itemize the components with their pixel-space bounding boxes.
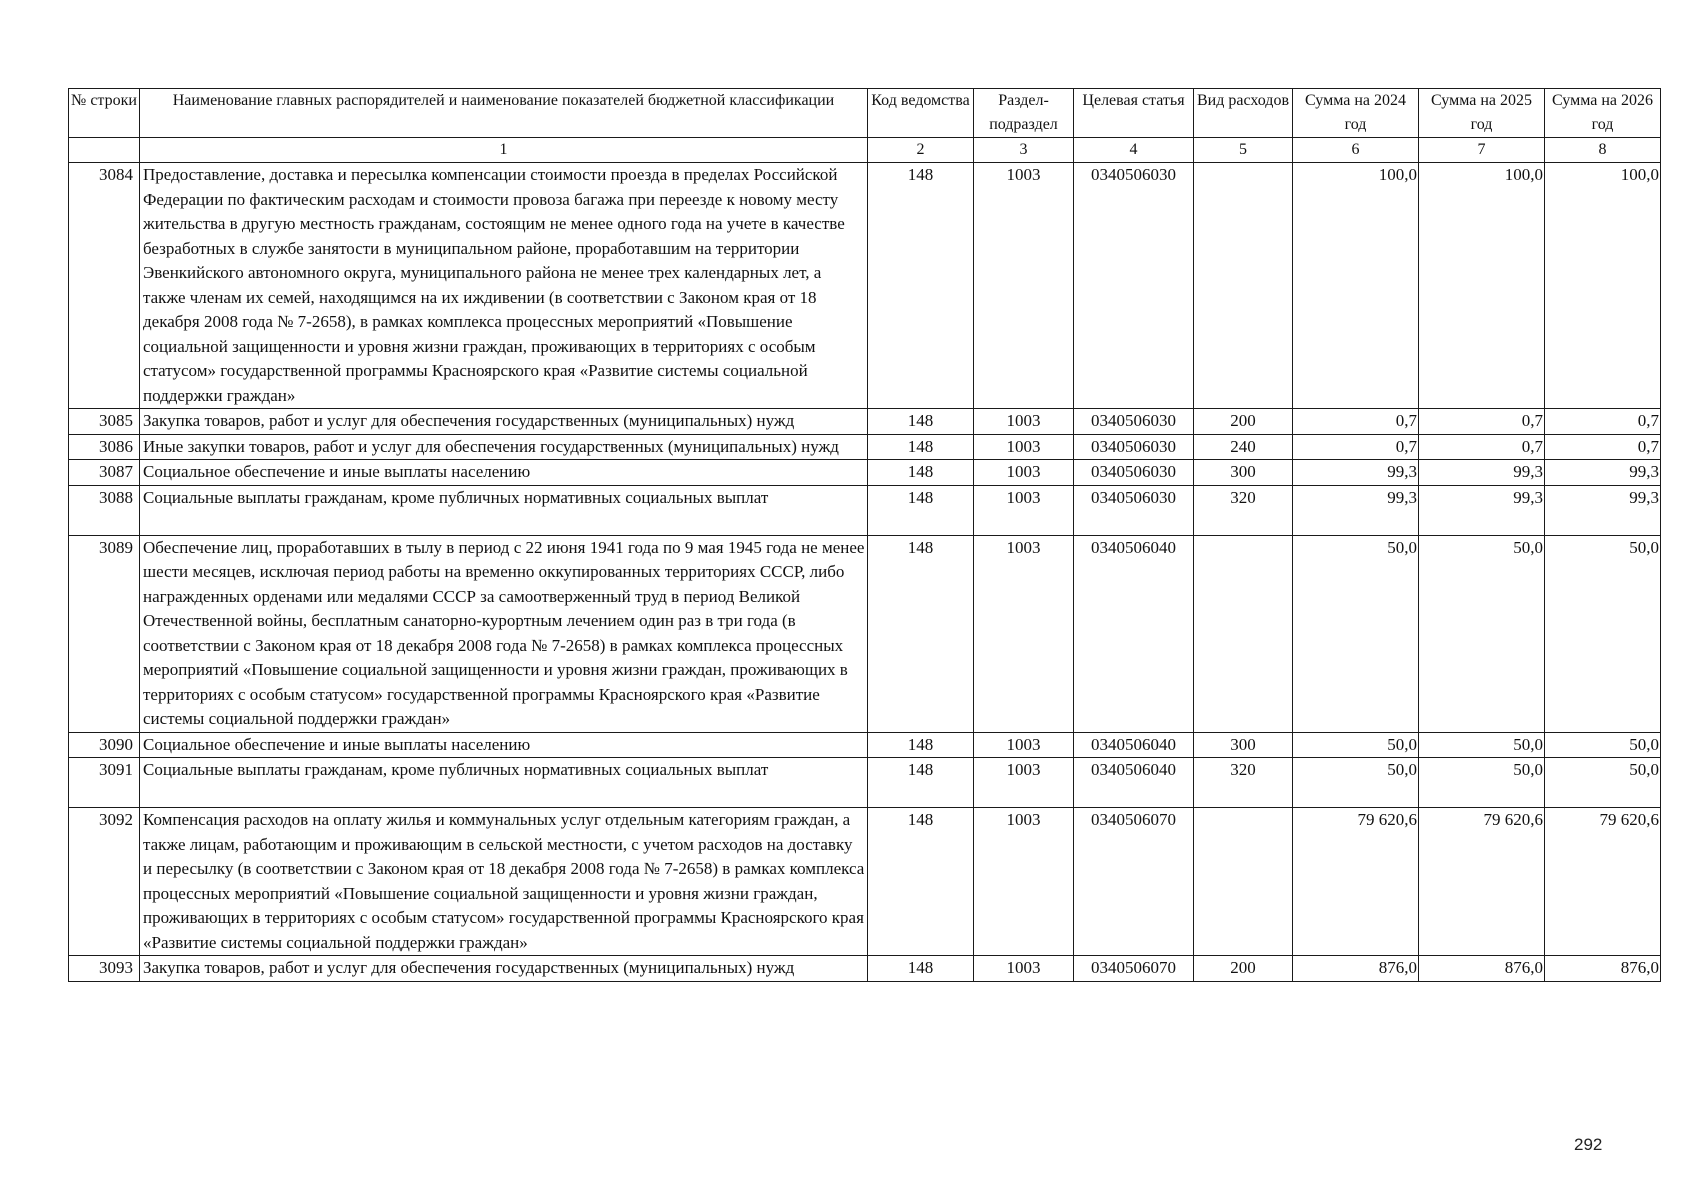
sum-2026: 876,0	[1545, 956, 1661, 982]
budget-table	[68, 88, 1661, 982]
department-code: 148	[868, 808, 974, 956]
section-code: 1003	[974, 732, 1074, 758]
header-expense-type: Вид расходов	[1194, 89, 1293, 138]
department-code: 148	[868, 485, 974, 535]
target-article: 0340506040	[1074, 732, 1194, 758]
page-number: 292	[1574, 1135, 1603, 1154]
table-header	[69, 89, 1661, 163]
sum-2025: 50,0	[1419, 535, 1545, 732]
table-body	[69, 163, 1661, 982]
row-number: 3090	[69, 732, 140, 758]
sum-2024: 0,7	[1293, 434, 1419, 460]
target-article: 0340506070	[1074, 808, 1194, 956]
row-number: 3092	[69, 808, 140, 956]
column-number: 3	[974, 138, 1074, 163]
expense-type: 320	[1194, 758, 1293, 808]
section-code: 1003	[974, 434, 1074, 460]
column-number: 8	[1545, 138, 1661, 163]
sum-2026: 79 620,6	[1545, 808, 1661, 956]
sum-2026: 50,0	[1545, 758, 1661, 808]
header-sum-2025: Сумма на 2025 год	[1419, 89, 1545, 138]
expense-type: 200	[1194, 956, 1293, 982]
column-number	[69, 138, 140, 163]
row-number: 3086	[69, 434, 140, 460]
sum-2024: 99,3	[1293, 485, 1419, 535]
row-name: Социальные выплаты гражданам, кроме публичных нормативных социальных выплат	[140, 485, 868, 535]
sum-2026: 0,7	[1545, 409, 1661, 435]
sum-2026: 99,3	[1545, 460, 1661, 486]
sum-2025: 876,0	[1419, 956, 1545, 982]
sum-2026: 0,7	[1545, 434, 1661, 460]
row-number: 3093	[69, 956, 140, 982]
row-name: Закупка товаров, работ и услуг для обеспечения государственных (муниципальных) нужд	[140, 409, 868, 435]
table-row	[69, 758, 1661, 808]
row-number: 3087	[69, 460, 140, 486]
header-department-code: Код ведомства	[868, 89, 974, 138]
expense-type	[1194, 808, 1293, 956]
expense-type	[1194, 163, 1293, 409]
table-row	[69, 409, 1661, 435]
row-number: 3085	[69, 409, 140, 435]
sum-2026: 100,0	[1545, 163, 1661, 409]
row-name: Социальное обеспечение и иные выплаты населению	[140, 460, 868, 486]
header-section: Раздел-подраздел	[974, 89, 1074, 138]
section-code: 1003	[974, 460, 1074, 486]
section-code: 1003	[974, 409, 1074, 435]
sum-2025: 99,3	[1419, 460, 1545, 486]
row-name: Социальное обеспечение и иные выплаты населению	[140, 732, 868, 758]
sum-2024: 50,0	[1293, 732, 1419, 758]
target-article: 0340506030	[1074, 409, 1194, 435]
table-row	[69, 163, 1661, 409]
table-row	[69, 485, 1661, 535]
expense-type	[1194, 535, 1293, 732]
sum-2024: 99,3	[1293, 460, 1419, 486]
column-number: 2	[868, 138, 974, 163]
column-number: 6	[1293, 138, 1419, 163]
column-number-row	[69, 138, 1661, 163]
section-code: 1003	[974, 163, 1074, 409]
sum-2025: 0,7	[1419, 434, 1545, 460]
table-row	[69, 434, 1661, 460]
header-name: Наименование главных распорядителей и наименование показателей бюджетной классификации	[140, 89, 868, 138]
target-article: 0340506030	[1074, 460, 1194, 486]
row-name: Предоставление, доставка и пересылка компенсации стоимости проезда в пределах Российской Федерации по фактическим расходам и стоимости провоза багажа при переезде к новому месту жительства в другую местность гражданам, состоящим не менее одного года на учете в качестве безработных в службе занятости в муниципальном районе, проработавшим на территории Эвенкийского автономного округа, муниципального района не менее трех календарных лет, а также членам их семей, находящимся на их иждивении (в соответствии с Законом края от 18 декабря 2008 года № 7-2658), в рамках комплекса процессных мероприятий «Повышение социальной защищенности и уровня жизни граждан, проживающих в территориях с особым статусом» государственной программы Красноярского края «Развитие системы социальной поддержки граждан»	[140, 163, 868, 409]
table-row	[69, 956, 1661, 982]
expense-type: 300	[1194, 460, 1293, 486]
department-code: 148	[868, 434, 974, 460]
row-number: 3091	[69, 758, 140, 808]
section-code: 1003	[974, 956, 1074, 982]
department-code: 148	[868, 409, 974, 435]
sum-2025: 0,7	[1419, 409, 1545, 435]
column-number: 1	[140, 138, 868, 163]
target-article: 0340506040	[1074, 535, 1194, 732]
department-code: 148	[868, 956, 974, 982]
sum-2026: 99,3	[1545, 485, 1661, 535]
department-code: 148	[868, 732, 974, 758]
sum-2026: 50,0	[1545, 732, 1661, 758]
sum-2025: 79 620,6	[1419, 808, 1545, 956]
row-number: 3084	[69, 163, 140, 409]
header-row	[69, 89, 1661, 138]
expense-type: 200	[1194, 409, 1293, 435]
row-number: 3089	[69, 535, 140, 732]
expense-type: 240	[1194, 434, 1293, 460]
expense-type: 300	[1194, 732, 1293, 758]
table-row	[69, 732, 1661, 758]
table-row	[69, 460, 1661, 486]
expense-type: 320	[1194, 485, 1293, 535]
sum-2025: 50,0	[1419, 758, 1545, 808]
sum-2025: 100,0	[1419, 163, 1545, 409]
sum-2024: 876,0	[1293, 956, 1419, 982]
target-article: 0340506030	[1074, 434, 1194, 460]
department-code: 148	[868, 535, 974, 732]
section-code: 1003	[974, 535, 1074, 732]
sum-2024: 100,0	[1293, 163, 1419, 409]
header-sum-2024: Сумма на 2024 год	[1293, 89, 1419, 138]
header-target-article: Целевая статья	[1074, 89, 1194, 138]
sum-2025: 99,3	[1419, 485, 1545, 535]
target-article: 0340506040	[1074, 758, 1194, 808]
table-row	[69, 535, 1661, 732]
target-article: 0340506030	[1074, 485, 1194, 535]
table-row	[69, 808, 1661, 956]
header-sum-2026: Сумма на 2026 год	[1545, 89, 1661, 138]
column-number: 4	[1074, 138, 1194, 163]
row-name: Обеспечение лиц, проработавших в тылу в период с 22 июня 1941 года по 9 мая 1945 года не менее шести месяцев, исключая период работы на временно оккупированных территориях СССР, либо награжденных орденами или медалями СССР за самоотверженный труд в период Великой Отечественной войны, бесплатным санаторно-курортным лечением один раз в три года (в соответствии с Законом края от 18 декабря 2008 года № 7-2658) в рамках комплекса процессных мероприятий «Повышение социальной защищенности и уровня жизни граждан, проживающих в территориях с особым статусом» государственной программы Красноярского края «Развитие системы социальной поддержки граждан»	[140, 535, 868, 732]
row-name: Компенсация расходов на оплату жилья и коммунальных услуг отдельным категориям граждан, а также лицам, работающим и проживающим в сельской местности, с учетом расходов на доставку и пересылку (в соответствии с Законом края от 18 декабря 2008 года № 7-2658) в рамках комплекса процессных мероприятий «Повышение социальной защищенности и уровня жизни граждан, проживающих в территориях с особым статусом» государственной программы Красноярского края «Развитие системы социальной поддержки граждан»	[140, 808, 868, 956]
sum-2024: 50,0	[1293, 758, 1419, 808]
column-number: 5	[1194, 138, 1293, 163]
department-code: 148	[868, 460, 974, 486]
sum-2024: 79 620,6	[1293, 808, 1419, 956]
department-code: 148	[868, 758, 974, 808]
section-code: 1003	[974, 808, 1074, 956]
row-name: Закупка товаров, работ и услуг для обеспечения государственных (муниципальных) нужд	[140, 956, 868, 982]
department-code: 148	[868, 163, 974, 409]
column-number: 7	[1419, 138, 1545, 163]
header-row-number: № строки	[69, 89, 140, 138]
sum-2024: 0,7	[1293, 409, 1419, 435]
sum-2026: 50,0	[1545, 535, 1661, 732]
row-number: 3088	[69, 485, 140, 535]
row-name: Иные закупки товаров, работ и услуг для обеспечения государственных (муниципальных) нужд	[140, 434, 868, 460]
target-article: 0340506030	[1074, 163, 1194, 409]
section-code: 1003	[974, 485, 1074, 535]
sum-2024: 50,0	[1293, 535, 1419, 732]
section-code: 1003	[974, 758, 1074, 808]
row-name: Социальные выплаты гражданам, кроме публичных нормативных социальных выплат	[140, 758, 868, 808]
sum-2025: 50,0	[1419, 732, 1545, 758]
target-article: 0340506070	[1074, 956, 1194, 982]
